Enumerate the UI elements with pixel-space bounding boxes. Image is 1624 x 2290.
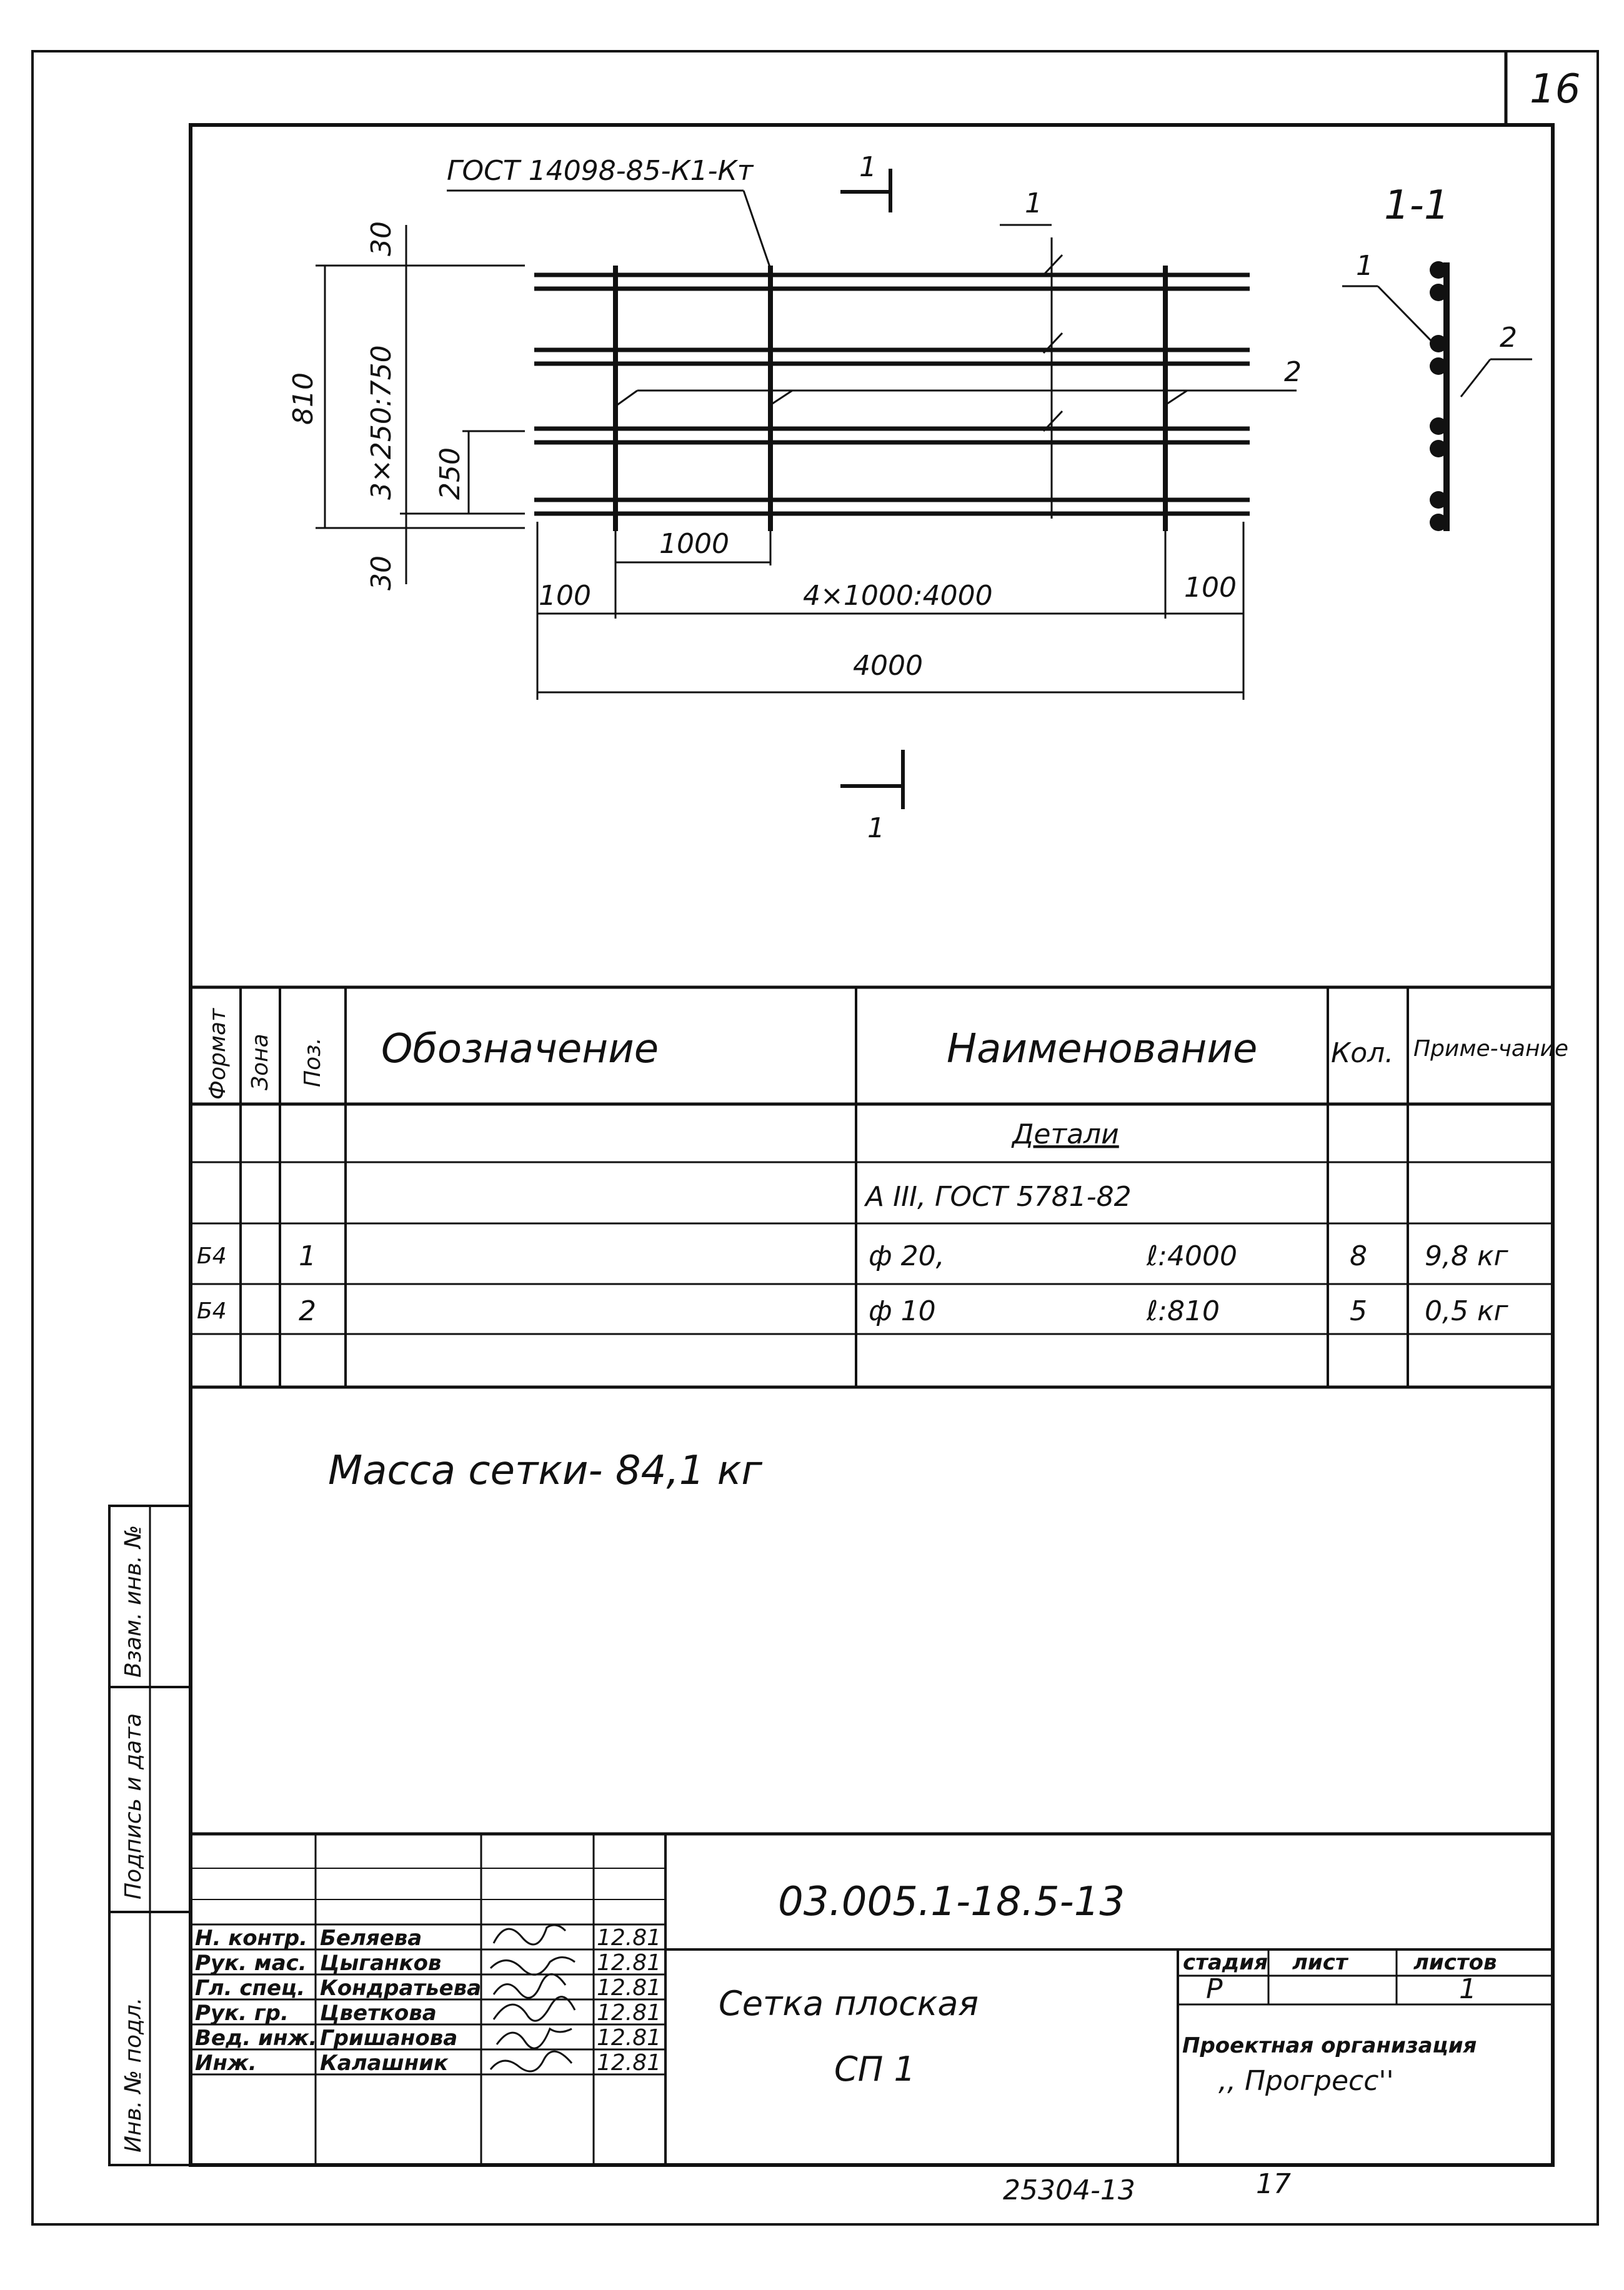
dim-edge-left: 100 — [539, 580, 591, 612]
dim-edge-top: 30 — [366, 221, 397, 256]
staff-role: Рук. мас. — [195, 1951, 307, 1976]
header-qty: Кол. — [1331, 1037, 1394, 1069]
row1-length: ℓ:4000 — [1147, 1240, 1237, 1272]
staff-row — [195, 2000, 661, 2026]
staff-row — [195, 2050, 661, 2076]
staff-role: Рук. гр. — [195, 2001, 289, 2026]
stamp-replaced-inv: Взам. инв. № — [121, 1525, 146, 1678]
signature-3 — [494, 1974, 565, 1998]
label-sheet: лист — [1292, 1950, 1348, 1975]
staff-name: Беляева — [320, 1926, 422, 1951]
signature-1 — [494, 1925, 565, 1944]
section-details-title: Детали — [1012, 1118, 1119, 1150]
staff-date: 12.81 — [597, 1950, 662, 1976]
stamp-signature-date: Подпись и дата — [121, 1713, 146, 1899]
gost-callout: ГОСТ 14098-85-К1-Кт — [447, 155, 754, 187]
staff-row — [195, 1950, 661, 1976]
bottom-number: 17 — [1256, 2168, 1291, 2200]
staff-name: Цыганков — [320, 1951, 442, 1976]
mass-note: Масса сетки- 84,1 кг — [328, 1448, 763, 1494]
section-mark-bottom: 1 — [867, 812, 885, 844]
stage-value: Р — [1206, 1973, 1223, 2005]
row1-name: ф 20, — [869, 1240, 945, 1272]
dim-edge-right: 100 — [1184, 572, 1237, 604]
row1-qty: 8 — [1350, 1240, 1367, 1272]
staff-role: Инж. — [195, 2051, 257, 2076]
position-2-label: 2 — [1284, 356, 1302, 388]
dim-edge-bottom: 30 — [366, 555, 397, 590]
staff-date: 12.81 — [597, 2025, 662, 2051]
sheets-value: 1 — [1459, 1973, 1477, 2005]
section-pos-2: 2 — [1500, 322, 1517, 354]
section-pos-1: 1 — [1356, 250, 1373, 282]
staff-role: Гл. спец. — [195, 1976, 306, 2001]
staff-role: Вед. инж. — [195, 2026, 317, 2051]
staff-date: 12.81 — [597, 1975, 662, 2001]
staff-date: 12.81 — [597, 1925, 662, 1951]
organization-line-1: Проектная организация — [1182, 2033, 1477, 2058]
section-1-1-view — [1342, 261, 1532, 531]
section-mark-top: 1 — [859, 151, 877, 183]
title-line-1: Сетка плоская — [719, 1984, 979, 2023]
staff-name: Кондратьева — [320, 1976, 482, 2001]
staff-name: Калашник — [320, 2051, 449, 2076]
row2-qty: 5 — [1350, 1295, 1367, 1327]
header-pos: Поз. — [300, 1037, 326, 1087]
staff-name: Цветкова — [320, 2001, 437, 2026]
staff-name: Гришанова — [320, 2026, 458, 2051]
signature-5 — [497, 2029, 572, 2048]
staff-date: 12.81 — [597, 2000, 662, 2026]
section-title: 1-1 — [1384, 182, 1450, 229]
staff-row — [195, 1925, 661, 1951]
staff-row — [195, 2025, 661, 2051]
header-note: Приме-чание — [1413, 1036, 1569, 1062]
staff-date: 12.81 — [597, 2050, 662, 2076]
label-sheets: листов — [1413, 1950, 1497, 1975]
header-format: Формат — [205, 1008, 231, 1100]
dim-spacing-vertical: 3×250:750 — [366, 345, 397, 500]
stamp-inv-original: Инв. № подл. — [121, 1997, 146, 2153]
transverse-bars — [615, 266, 1165, 531]
dim-total-length: 4000 — [853, 650, 923, 682]
header-zone: Зона — [247, 1033, 273, 1090]
staff-role: Н. контр. — [195, 1926, 308, 1951]
bottom-code: 25304-13 — [1003, 2174, 1135, 2206]
dim-total-height: 810 — [287, 372, 319, 425]
longitudinal-bars — [534, 275, 1250, 514]
organization-line-2: ,, Прогресс'' — [1218, 2065, 1394, 2097]
row1-pos: 1 — [299, 1240, 316, 1272]
row2-length: ℓ:810 — [1147, 1295, 1220, 1327]
row2-name: ф 10 — [869, 1295, 936, 1327]
signature-2 — [491, 1958, 575, 1975]
header-designation: Обозначение — [381, 1026, 659, 1072]
label-stage: стадия — [1183, 1950, 1268, 1975]
row1-format: Б4 — [197, 1243, 227, 1269]
dim-pitch-first: 1000 — [659, 528, 729, 560]
row2-format: Б4 — [197, 1298, 227, 1324]
page-number: 16 — [1530, 66, 1581, 112]
title-line-2: СП 1 — [834, 2049, 915, 2089]
dim-spacing-single: 250 — [434, 447, 466, 500]
row1-note: 9,8 кг — [1425, 1240, 1508, 1272]
signature-6 — [491, 2051, 572, 2071]
row2-pos: 2 — [299, 1295, 316, 1327]
position-1-label: 1 — [1025, 187, 1042, 219]
dim-pitch-total: 4×1000:4000 — [803, 580, 993, 612]
row2-note: 0,5 кг — [1425, 1295, 1508, 1327]
document-code: 03.005.1-18.5-13 — [778, 1879, 1125, 1925]
staff-row — [195, 1975, 661, 2001]
header-name: Наименование — [947, 1026, 1258, 1072]
material-line: А III, ГОСТ 5781-82 — [865, 1181, 1132, 1213]
